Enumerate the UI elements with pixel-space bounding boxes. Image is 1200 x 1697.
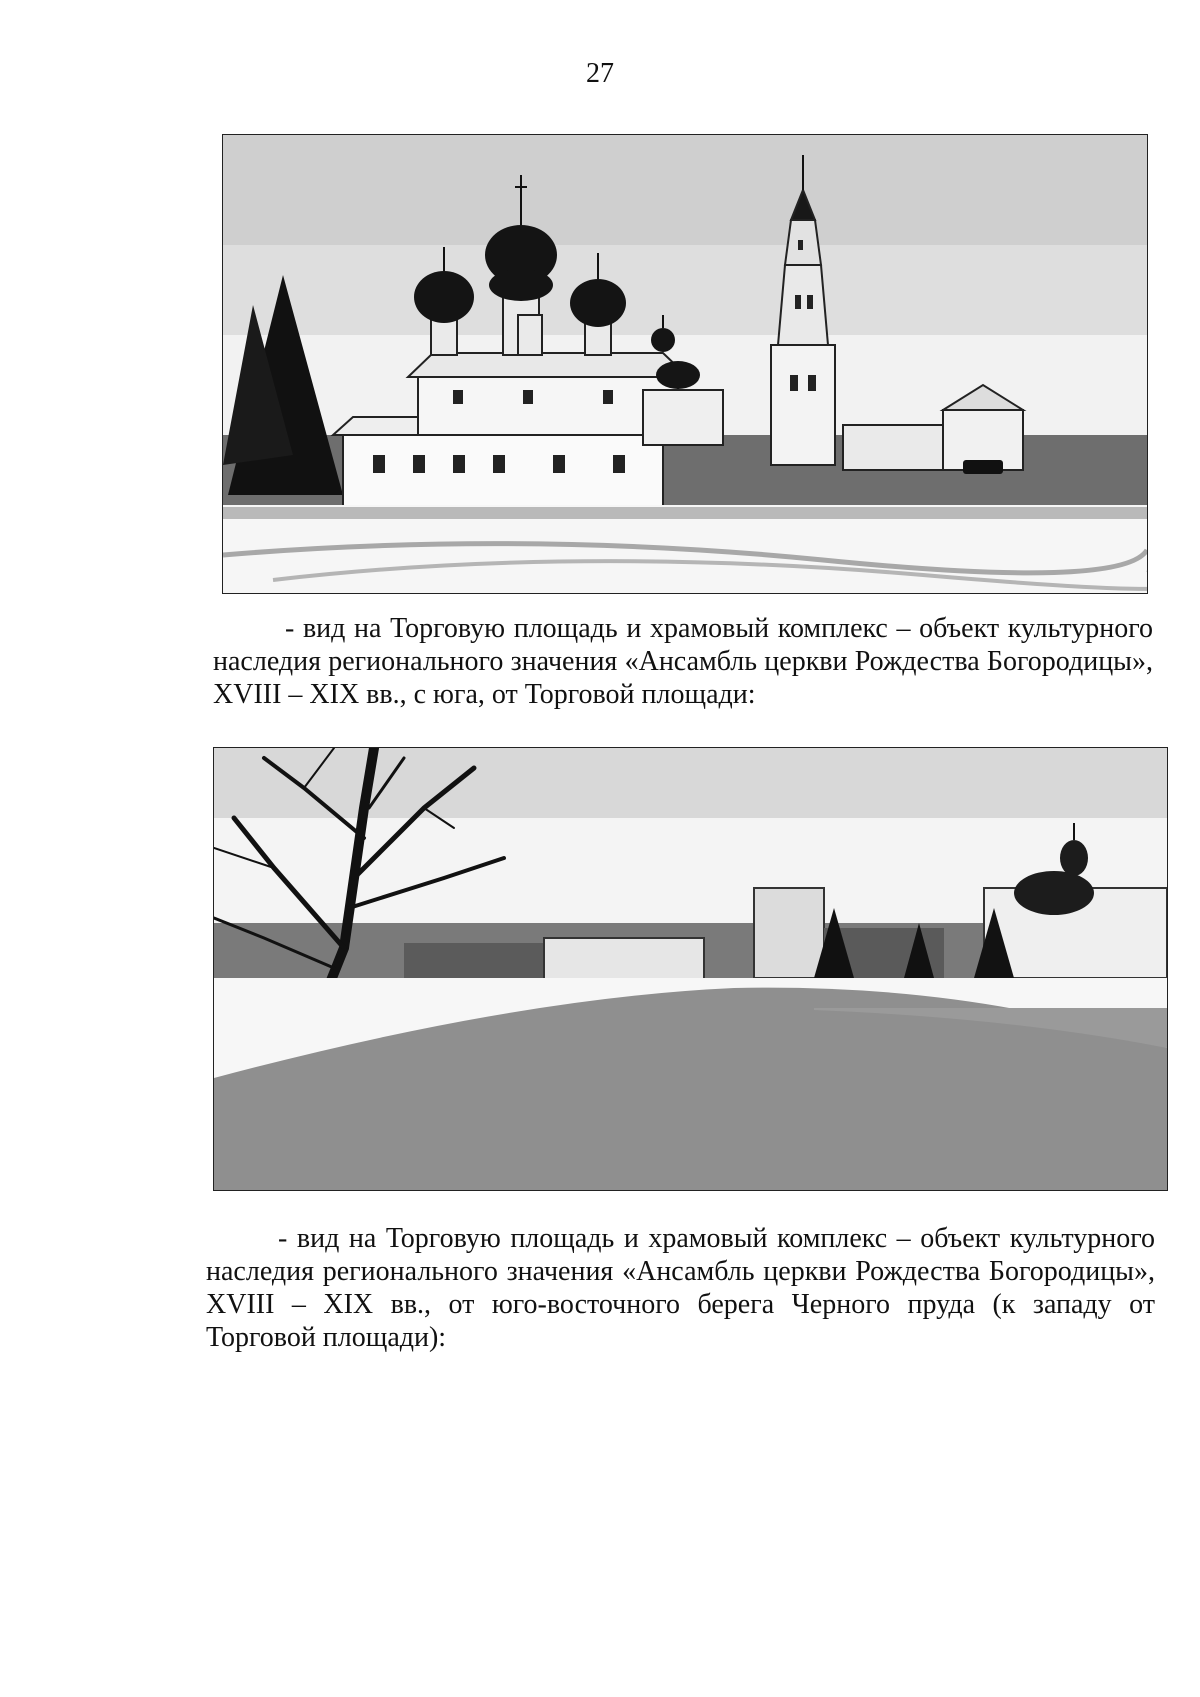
caption-first-view [213,612,1153,711]
caption-second-view [206,1222,1155,1354]
photo-trade-square [213,747,1168,1191]
caption-second-text: - вид на Торговую площадь и храмовый комплекс – объект культурного наследия регионального значения «Ансамбль церкви Рождества Богородицы», XVIII – XIX вв., от юго-восточного берега Черного пруда (к западу от Торговой площади): [206,1223,1155,1353]
caption-first-text: - вид на Торговую площадь и храмовый комплекс – объект культурного наследия регионального значения «Ансамбль церкви Рождества Богородицы», XVIII – XIX вв., с юга, от Торговой площади: [213,613,1153,710]
page-number: 27 [586,58,614,89]
photo-church-ensemble [222,134,1148,594]
